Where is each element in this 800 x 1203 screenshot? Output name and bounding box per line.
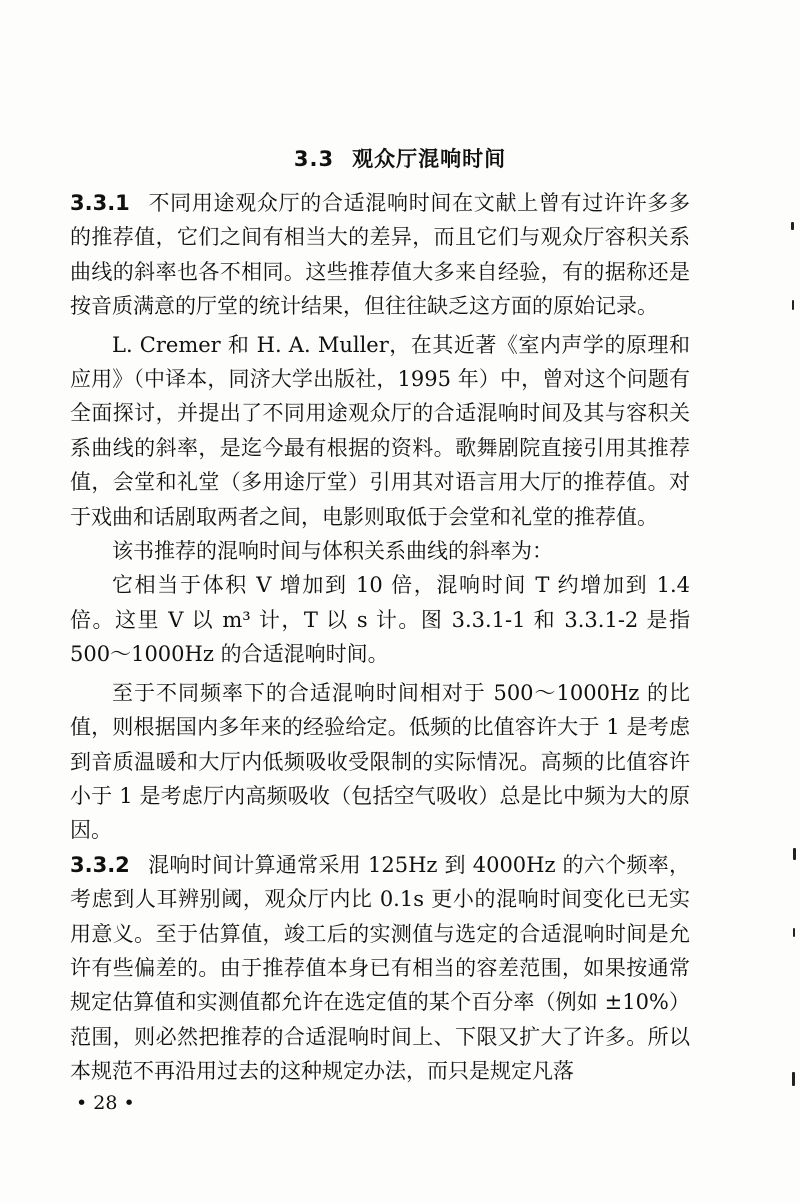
clause-3-3-2 bbox=[70, 848, 690, 1089]
paragraph-text: 不同用途观众厅的合适混响时间在文献上曾有过许许多多的推荐值，它们之间有相当大的差异，而且它们与观众厅容积关系曲线的斜率也各不相同。这些推荐值大多来自经验，有的据称还是按音质满意的厅堂的统计结果，但往往缺乏这方面的原始记录。 bbox=[70, 191, 690, 319]
section-heading bbox=[0, 143, 800, 173]
clause-number: 3.3.2 bbox=[70, 852, 130, 877]
section-number: 3.3 bbox=[293, 147, 335, 171]
body-text bbox=[70, 186, 690, 1089]
paragraph: 至于不同频率下的合适混响时间相对于 500～1000Hz 的比值，则根据国内多年来的经验给定。低频的比值容许大于 1 是考虑到音质温暖和大厅内低频吸收受限制的实际情况。高频的比值容许小于 1 是考虑厅内高频吸收（包括空气吸收）总是比中频为大的原因。 bbox=[70, 680, 690, 843]
page-number: • 28 • bbox=[76, 1092, 135, 1114]
section-title: 观众厅混响时间 bbox=[352, 147, 507, 171]
scan-speck bbox=[791, 222, 794, 230]
scan-speck bbox=[793, 928, 795, 937]
paragraph-text: 混响时间计算通常采用 125Hz 到 4000Hz 的六个频率，考虑到人耳辨别阈，观众厅内比 0.1s 更小的混响时间变化已无实用意义。至于估算值，竣工后的实测值与选定的合适混响时间是允许有些偏差的。由于推荐值本身已有相当的容差范围，如果按通常规定估算值和实测值都允许在选定值的某个百分率（例如 ±10%）范围，则必然把推荐的合适混响时间上、下限又扩大了许多。所以本规范不再沿用过去的这种规定办法，而只是规定凡落 bbox=[70, 852, 690, 1084]
clause-3-3-1 bbox=[70, 186, 690, 324]
scan-speck bbox=[792, 1072, 795, 1086]
clause-number: 3.3.1 bbox=[70, 191, 130, 215]
paragraph: 该书推荐的混响时间与体积关系曲线的斜率为： bbox=[112, 539, 553, 564]
paragraph: 它相当于体积 V 增加到 10 倍，混响时间 T 约增加到 1.4 倍。这里 V 以 m³ 计，T 以 s 计。图 3.3.1-1 和 3.3.1-2 是指 500～1000Hz 的合适混响时间。 bbox=[70, 573, 690, 667]
paragraph: L. Cremer 和 H. A. Muller，在其近著《室内声学的原理和应用》（中译本，同济大学出版社，1995 年）中，曾对这个问题有全面探讨，并提出了不同用途观众厅的合适混响时间及其与容积关系曲线的斜率，是迄今最有根据的资料。歌舞剧院直接引用其推荐值，会堂和礼堂（多用途厅堂）引用其对语言用大厅的推荐值。对于戏曲和话剧取两者之间，电影则取低于会堂和礼堂的推荐值。 bbox=[70, 332, 690, 529]
scan-speck bbox=[793, 848, 796, 860]
scan-speck bbox=[792, 300, 794, 310]
